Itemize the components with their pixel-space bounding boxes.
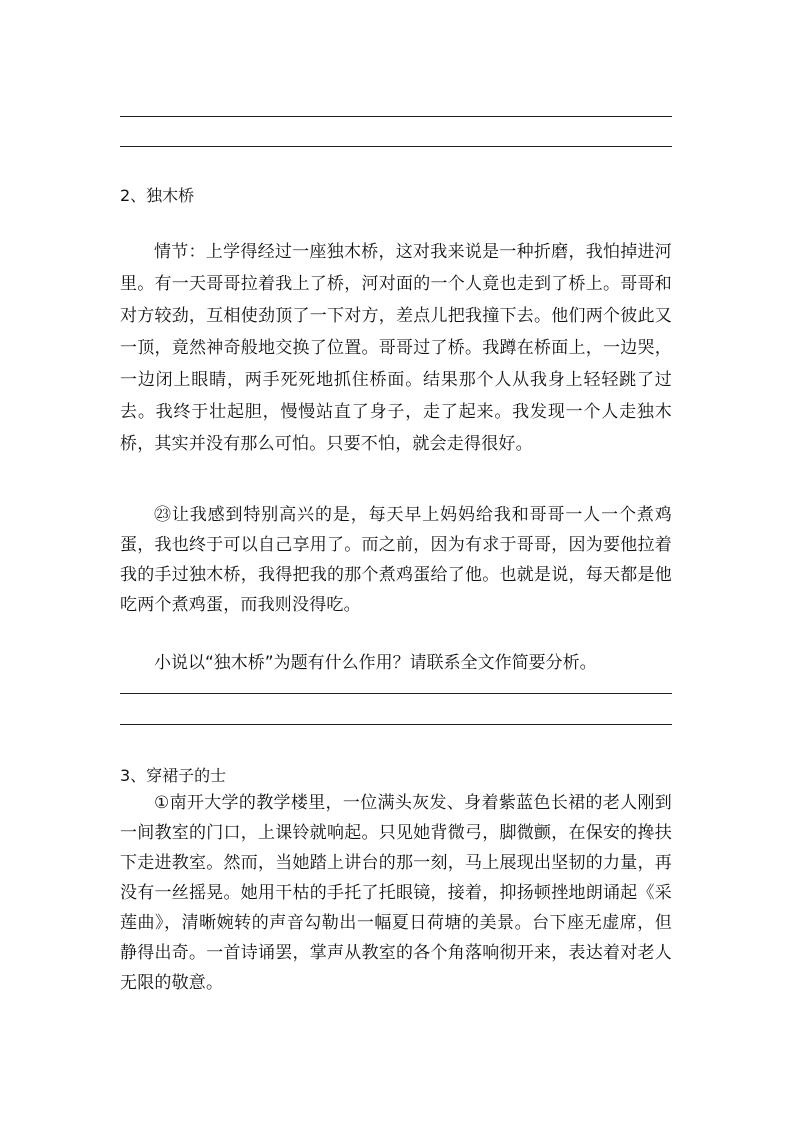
answer-line-2[interactable] [120, 146, 672, 147]
section-2-heading: 2、独木桥 [120, 186, 195, 205]
section-3-heading: 3、穿裙子的士 [120, 766, 227, 785]
answer-line-1[interactable] [120, 116, 672, 117]
answer-line-3[interactable] [120, 693, 672, 694]
section-2-plot-paragraph: 情节：上学得经过一座独木桥，这对我来说是一种折磨，我怕掉进河里。有一天哥哥拉着我上了桥，河对面的一个人竟也走到了桥上。哥哥和对方较劲，互相使劲顶了一下对方，差点儿把我撞下去。他们两个彼此又一顶，竟然神奇般地交换了位置。哥哥过了桥。我蹲在桥面上，一边哭，一边闭上眼睛，两手死死地抓住桥面。结果那个人从我身上轻轻跳了过去。我终于壮起胆，慢慢站直了身子，走了起来。我发现一个人走独木桥，其实并没有那么可怕。只要不怕，就会走得很好。 [120, 242, 672, 454]
answer-line-4[interactable] [120, 724, 672, 725]
section-3-paragraph-1: ①南开大学的教学楼里，一位满头灰发、身着紫蓝色长裙的老人刚到一间教室的门口，上课铃就响起。只见她背微弓，脚微颤，在保安的搀扶下走进教室。然而，当她踏上讲台的那一刻，马上展现出坚韧的力量，再没有一丝摇晃。她用干枯的手托了托眼镜，接着，抑扬顿挫地朗诵起《采莲曲》，清晰婉转的声音勾勒出一幅夏日荷塘的美景。台下座无虚席，但静得出奇。一首诗诵罢，掌声从教室的各个角落响彻开来，表达着对老人无限的敬意。 [120, 793, 672, 993]
section-2-paragraph-23: ㉓让我感到特别高兴的是，每天早上妈妈给我和哥哥一人一个煮鸡蛋，我也终于可以自己享用了。而之前，因为有求于哥哥，因为要他拉着我的手过独木桥，我得把我的那个煮鸡蛋给了他。也就是说，每天都是他吃两个煮鸡蛋，而我则没得吃。 [120, 505, 672, 615]
section-2-question: 小说以“独木桥”为题有什么作用？请联系全文作简要分析。 [154, 653, 597, 673]
